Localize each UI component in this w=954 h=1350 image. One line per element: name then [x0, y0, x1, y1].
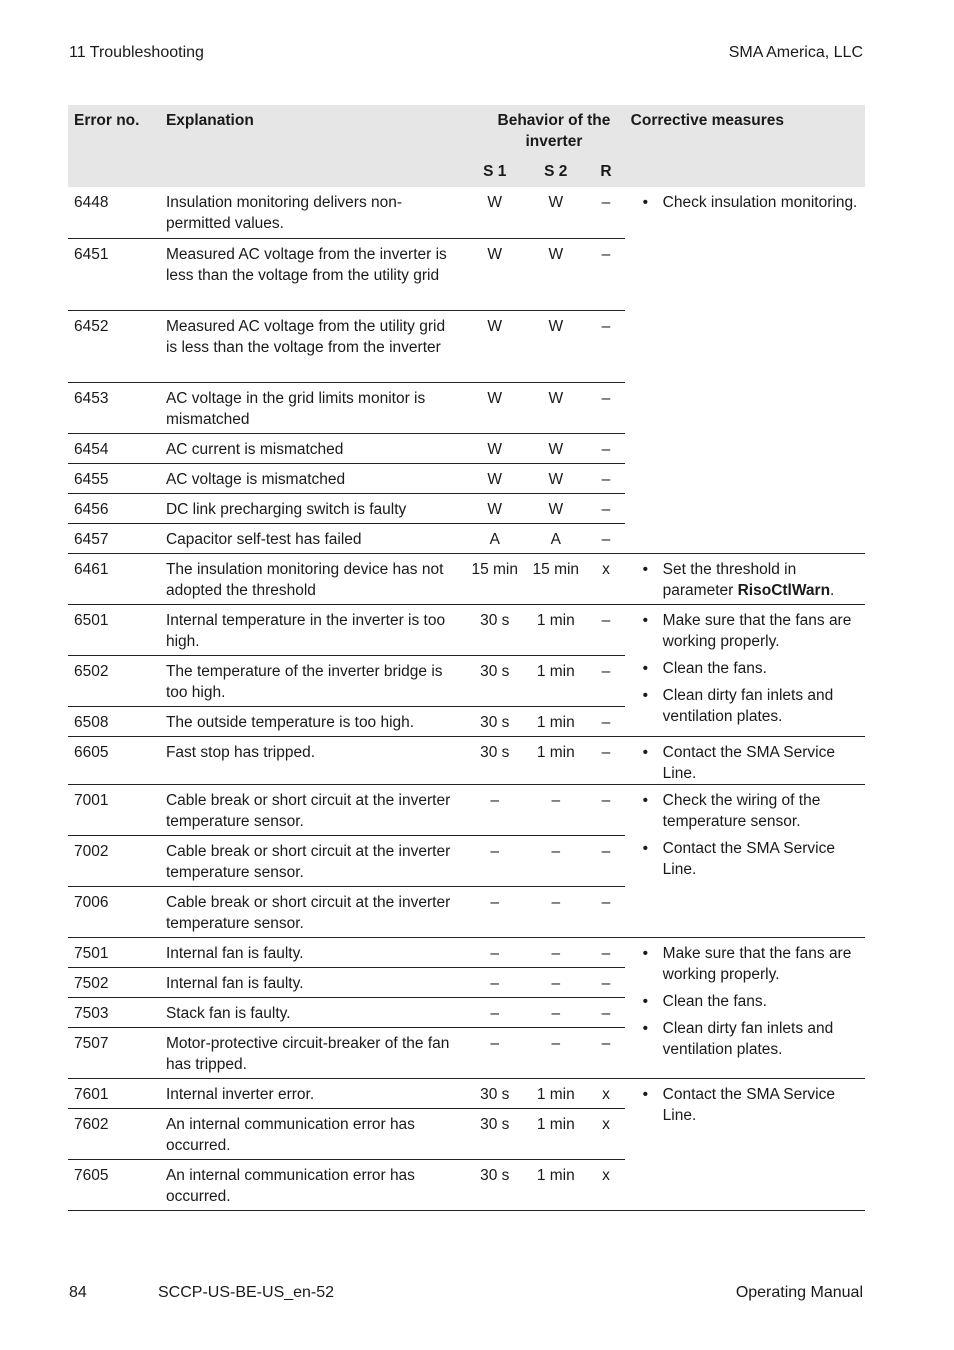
error-explanation: DC link precharging switch is faulty	[160, 493, 463, 523]
behavior-s2: –	[524, 937, 585, 967]
behavior-s2: –	[524, 1027, 585, 1078]
measure-text: Contact the SMA Service Line.	[662, 839, 835, 878]
behavior-s1: 30 s	[463, 1159, 524, 1210]
behavior-s1: A	[463, 523, 524, 553]
measure-item	[643, 991, 861, 1012]
error-explanation: Cable break or short circuit at the inverter temperature sensor.	[160, 835, 463, 886]
behavior-s2: 1 min	[524, 604, 585, 655]
company-header: SMA America, LLC	[728, 44, 863, 61]
measure-item	[643, 742, 861, 784]
page-number: 84	[69, 1284, 87, 1301]
behavior-s2: –	[524, 967, 585, 997]
error-number: 7605	[68, 1159, 160, 1210]
error-explanation: Measured AC voltage from the inverter is less than the voltage from the utility grid	[160, 238, 463, 310]
measures-list	[631, 192, 861, 213]
table-row	[68, 604, 865, 655]
behavior-s2: W	[524, 493, 585, 523]
table-row	[68, 784, 865, 835]
corrective-measures	[625, 937, 865, 1078]
behavior-r: –	[585, 886, 624, 937]
error-number: 6508	[68, 706, 160, 736]
behavior-r: x	[585, 1108, 624, 1159]
corrective-measures	[625, 187, 865, 553]
measure-item	[643, 1018, 861, 1060]
behavior-s1: 30 s	[463, 1108, 524, 1159]
behavior-r: –	[585, 187, 624, 238]
error-explanation: Internal temperature in the inverter is too high.	[160, 604, 463, 655]
behavior-s2: –	[524, 997, 585, 1027]
document-code: SCCP-US-BE-US_en-52	[158, 1284, 335, 1301]
error-number: 6454	[68, 433, 160, 463]
measure-item	[643, 1084, 861, 1126]
header-s2: S 2	[524, 152, 585, 187]
corrective-measures	[625, 553, 865, 604]
error-explanation: The insulation monitoring device has not adopted the threshold	[160, 553, 463, 604]
error-explanation: Stack fan is faulty.	[160, 997, 463, 1027]
table-row	[68, 736, 865, 784]
error-number: 7503	[68, 997, 160, 1027]
behavior-s1: 30 s	[463, 736, 524, 784]
behavior-r: –	[585, 523, 624, 553]
error-explanation: Motor-protective circuit-breaker of the fan has tripped.	[160, 1027, 463, 1078]
header-explanation: Explanation	[160, 105, 463, 187]
error-explanation: Internal fan is faulty.	[160, 967, 463, 997]
error-number: 7501	[68, 937, 160, 967]
behavior-s1: 15 min	[463, 553, 524, 604]
behavior-r: –	[585, 604, 624, 655]
behavior-s2: W	[524, 238, 585, 310]
error-explanation: An internal communication error has occurred.	[160, 1108, 463, 1159]
error-number: 7502	[68, 967, 160, 997]
error-explanation: Cable break or short circuit at the inverter temperature sensor.	[160, 886, 463, 937]
measure-text: Contact the SMA Service Line.	[662, 743, 835, 782]
error-number: 6452	[68, 310, 160, 382]
behavior-r: –	[585, 997, 624, 1027]
measures-list	[631, 742, 861, 784]
error-number: 7507	[68, 1027, 160, 1078]
measure-item	[643, 943, 861, 985]
behavior-r: –	[585, 1027, 624, 1078]
measures-list	[631, 610, 861, 727]
behavior-s1: 30 s	[463, 604, 524, 655]
behavior-r: –	[585, 655, 624, 706]
behavior-s2: 1 min	[524, 1159, 585, 1210]
error-explanation: Cable break or short circuit at the inverter temperature sensor.	[160, 784, 463, 835]
behavior-s2: –	[524, 886, 585, 937]
error-explanation: An internal communication error has occurred.	[160, 1159, 463, 1210]
error-number: 6605	[68, 736, 160, 784]
measure-text: Clean dirty fan inlets and ventilation plates.	[662, 686, 834, 725]
behavior-r: –	[585, 493, 624, 523]
error-number: 6453	[68, 382, 160, 433]
header-corrective-measures: Corrective measures	[625, 105, 865, 187]
measure-text: Make sure that the fans are working properly.	[662, 611, 852, 650]
measure-text: Check the wiring of the temperature sensor.	[662, 791, 821, 830]
behavior-r: –	[585, 784, 624, 835]
behavior-s1: –	[463, 784, 524, 835]
table-row	[68, 1078, 865, 1108]
measure-item	[643, 790, 861, 832]
error-number: 6456	[68, 493, 160, 523]
error-explanation: The temperature of the inverter bridge is too high.	[160, 655, 463, 706]
error-number: 6455	[68, 463, 160, 493]
behavior-s1: –	[463, 835, 524, 886]
chapter-header: 11 Troubleshooting	[69, 44, 204, 61]
measure-item	[643, 192, 861, 213]
header-error-no: Error no.	[68, 105, 160, 187]
measure-item	[643, 559, 861, 601]
corrective-measures	[625, 1078, 865, 1210]
behavior-s1: W	[463, 433, 524, 463]
measures-list	[631, 559, 861, 601]
table-row	[68, 553, 865, 604]
behavior-s2: W	[524, 433, 585, 463]
behavior-r: –	[585, 382, 624, 433]
behavior-r: –	[585, 937, 624, 967]
measure-item	[643, 685, 861, 727]
measure-item	[643, 610, 861, 652]
behavior-s1: –	[463, 1027, 524, 1078]
error-number: 6502	[68, 655, 160, 706]
manual-title: Operating Manual	[735, 1284, 863, 1301]
error-explanation: Internal inverter error.	[160, 1078, 463, 1108]
error-number: 7601	[68, 1078, 160, 1108]
behavior-s2: –	[524, 835, 585, 886]
header-s1: S 1	[463, 152, 524, 187]
error-number: 7006	[68, 886, 160, 937]
behavior-r: –	[585, 706, 624, 736]
behavior-s1: –	[463, 886, 524, 937]
parameter-name: RisoCtlWarn	[737, 581, 831, 599]
behavior-r: –	[585, 238, 624, 310]
behavior-r: –	[585, 967, 624, 997]
error-explanation: The outside temperature is too high.	[160, 706, 463, 736]
error-number: 6501	[68, 604, 160, 655]
behavior-s1: –	[463, 937, 524, 967]
error-number: 7001	[68, 784, 160, 835]
behavior-s2: W	[524, 310, 585, 382]
measure-text: Make sure that the fans are working properly.	[662, 944, 852, 983]
error-number: 7602	[68, 1108, 160, 1159]
behavior-r: x	[585, 1159, 624, 1210]
measure-tail: .	[830, 581, 835, 599]
behavior-r: –	[585, 463, 624, 493]
error-explanation: Measured AC voltage from the utility grid is less than the voltage from the inverter	[160, 310, 463, 382]
behavior-s2: 1 min	[524, 1108, 585, 1159]
measures-list	[631, 1084, 861, 1126]
behavior-s1: –	[463, 967, 524, 997]
measure-text: Contact the SMA Service Line.	[662, 1085, 835, 1124]
behavior-r: –	[585, 835, 624, 886]
error-explanation: AC current is mismatched	[160, 433, 463, 463]
error-number: 6451	[68, 238, 160, 310]
behavior-r: x	[585, 553, 624, 604]
error-number: 6457	[68, 523, 160, 553]
error-explanation: AC voltage is mismatched	[160, 463, 463, 493]
measure-text: Clean dirty fan inlets and ventilation plates.	[662, 1019, 834, 1058]
table-row	[68, 937, 865, 967]
behavior-s2: W	[524, 187, 585, 238]
behavior-s2: 15 min	[524, 553, 585, 604]
behavior-s2: 1 min	[524, 736, 585, 784]
behavior-s1: W	[463, 463, 524, 493]
measure-item	[643, 658, 861, 679]
measure-text: Check insulation monitoring.	[662, 194, 858, 211]
error-number: 7002	[68, 835, 160, 886]
behavior-s1: W	[463, 310, 524, 382]
measure-item	[643, 838, 861, 880]
error-explanation: Internal fan is faulty.	[160, 937, 463, 967]
corrective-measures	[625, 604, 865, 736]
behavior-s2: 1 min	[524, 655, 585, 706]
error-explanation: Fast stop has tripped.	[160, 736, 463, 784]
behavior-s1: 30 s	[463, 655, 524, 706]
behavior-s1: –	[463, 997, 524, 1027]
behavior-s2: W	[524, 463, 585, 493]
behavior-r: –	[585, 433, 624, 463]
measure-text: Clean the fans.	[662, 992, 767, 1010]
error-explanation: Insulation monitoring delivers non-permitted values.	[160, 187, 463, 238]
behavior-s1: W	[463, 493, 524, 523]
behavior-s1: 30 s	[463, 706, 524, 736]
measure-text: Clean the fans.	[662, 659, 767, 677]
error-table	[68, 105, 865, 1211]
behavior-s2: W	[524, 382, 585, 433]
behavior-s2: –	[524, 784, 585, 835]
measure-text: Set the threshold in parameter	[662, 560, 797, 599]
error-number: 6448	[68, 187, 160, 238]
error-number: 6461	[68, 553, 160, 604]
behavior-s2: 1 min	[524, 706, 585, 736]
behavior-s1: 30 s	[463, 1078, 524, 1108]
header-r: R	[585, 152, 624, 187]
table-body	[68, 187, 865, 1210]
measures-list	[631, 943, 861, 1060]
error-explanation: AC voltage in the grid limits monitor is mismatched	[160, 382, 463, 433]
header-behavior: Behavior of the inverter	[463, 105, 624, 152]
behavior-s1: W	[463, 382, 524, 433]
behavior-s2: A	[524, 523, 585, 553]
behavior-s1: W	[463, 187, 524, 238]
measures-list	[631, 790, 861, 880]
error-explanation: Capacitor self-test has failed	[160, 523, 463, 553]
corrective-measures	[625, 736, 865, 784]
behavior-r: –	[585, 310, 624, 382]
behavior-s2: 1 min	[524, 1078, 585, 1108]
behavior-r: x	[585, 1078, 624, 1108]
table-row	[68, 187, 865, 238]
behavior-s1: W	[463, 238, 524, 310]
behavior-r: –	[585, 736, 624, 784]
corrective-measures	[625, 784, 865, 937]
